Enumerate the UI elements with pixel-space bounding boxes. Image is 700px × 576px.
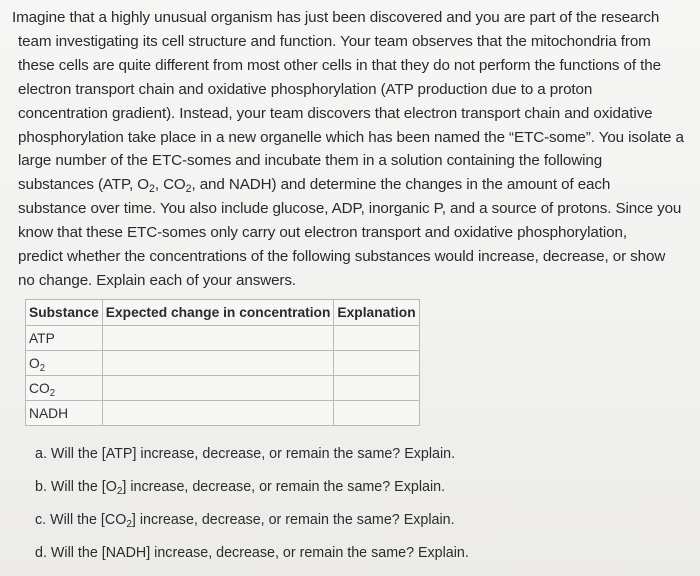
subscript: 2 xyxy=(185,183,192,196)
paragraph-line: phosphorylation take place in a new organelle which has been named the “ETC-some”. You isolate a xyxy=(18,128,684,146)
text-segment: , and NADH) and determine the changes in the amount of each xyxy=(191,176,611,194)
paragraph-line: team investigating its cell structure and function. Your team observes that the mitochondria from xyxy=(18,32,651,50)
explanation-cell[interactable] xyxy=(334,401,419,426)
question-list xyxy=(35,443,469,575)
expected-change-cell[interactable] xyxy=(102,401,334,426)
paragraph-line: predict whether the concentrations of the following substances would increase, decrease, or show xyxy=(18,248,666,266)
paragraph-line xyxy=(12,173,692,197)
paragraph-line: these cells are quite different from most other cells in that they do not perform the functions of the xyxy=(18,56,661,74)
question-b: b. Will the $[O_2]$ increase, decrease, or remain the same? Explain. xyxy=(35,479,446,497)
expected-change-cell[interactable] xyxy=(102,376,334,401)
question-c: c. Will the $[CO_2]$ increase, decrease, or remain the same? Explain. xyxy=(35,512,455,530)
question-d: d. Will the [NADH] increase, decrease, or remain the same? Explain. xyxy=(35,545,469,561)
explanation-cell[interactable] xyxy=(334,326,419,351)
paragraph-line: no change. Explain each of your answers. xyxy=(18,271,296,289)
substance-table xyxy=(25,299,420,426)
subscript: 2 xyxy=(149,183,155,196)
table-row xyxy=(26,376,420,401)
expected-change-cell[interactable] xyxy=(102,351,334,376)
explanation-cell[interactable] xyxy=(334,376,419,401)
table-row xyxy=(26,401,420,426)
paragraph-line: Imagine that a highly unusual organism has just been discovered and you are part of the research xyxy=(12,9,660,26)
header-expected-change: Expected change in concentration xyxy=(102,300,334,326)
substance-cell: ATP xyxy=(26,326,103,351)
text-segment: , CO xyxy=(154,176,186,194)
substance-cell: $O_2$ xyxy=(26,351,103,376)
substance-cell: NADH xyxy=(26,401,103,426)
table-row xyxy=(26,351,420,376)
paragraph-line: large number of the ETC-somes and incubate them in a solution containing the following xyxy=(18,152,603,170)
paragraph-line: substance over time. You also include glucose, ADP, inorganic P, and a source of protons. Since you xyxy=(18,200,682,218)
paragraph-line: concentration gradient). Instead, your team discovers that electron transport chain and oxidative xyxy=(18,104,653,122)
table-row xyxy=(26,326,420,351)
text-segment: substances (ATP, O xyxy=(18,176,150,194)
header-explanation: Explanation xyxy=(334,300,419,326)
problem-paragraph xyxy=(12,6,692,293)
expected-change-cell[interactable] xyxy=(102,326,334,351)
explanation-cell[interactable] xyxy=(334,351,419,376)
header-substance: Substance xyxy=(26,300,103,326)
paragraph-line: electron transport chain and oxidative phosphorylation (ATP production due to a proton xyxy=(18,80,593,98)
substance-cell: $CO_2$ xyxy=(26,376,103,401)
table-header-row xyxy=(26,300,420,326)
paragraph-line: know that these ETC-somes only carry out electron transport and oxidative phosphorylation, xyxy=(18,224,627,242)
question-a: a. Will the [ATP] increase, decrease, or remain the same? Explain. xyxy=(35,446,456,462)
